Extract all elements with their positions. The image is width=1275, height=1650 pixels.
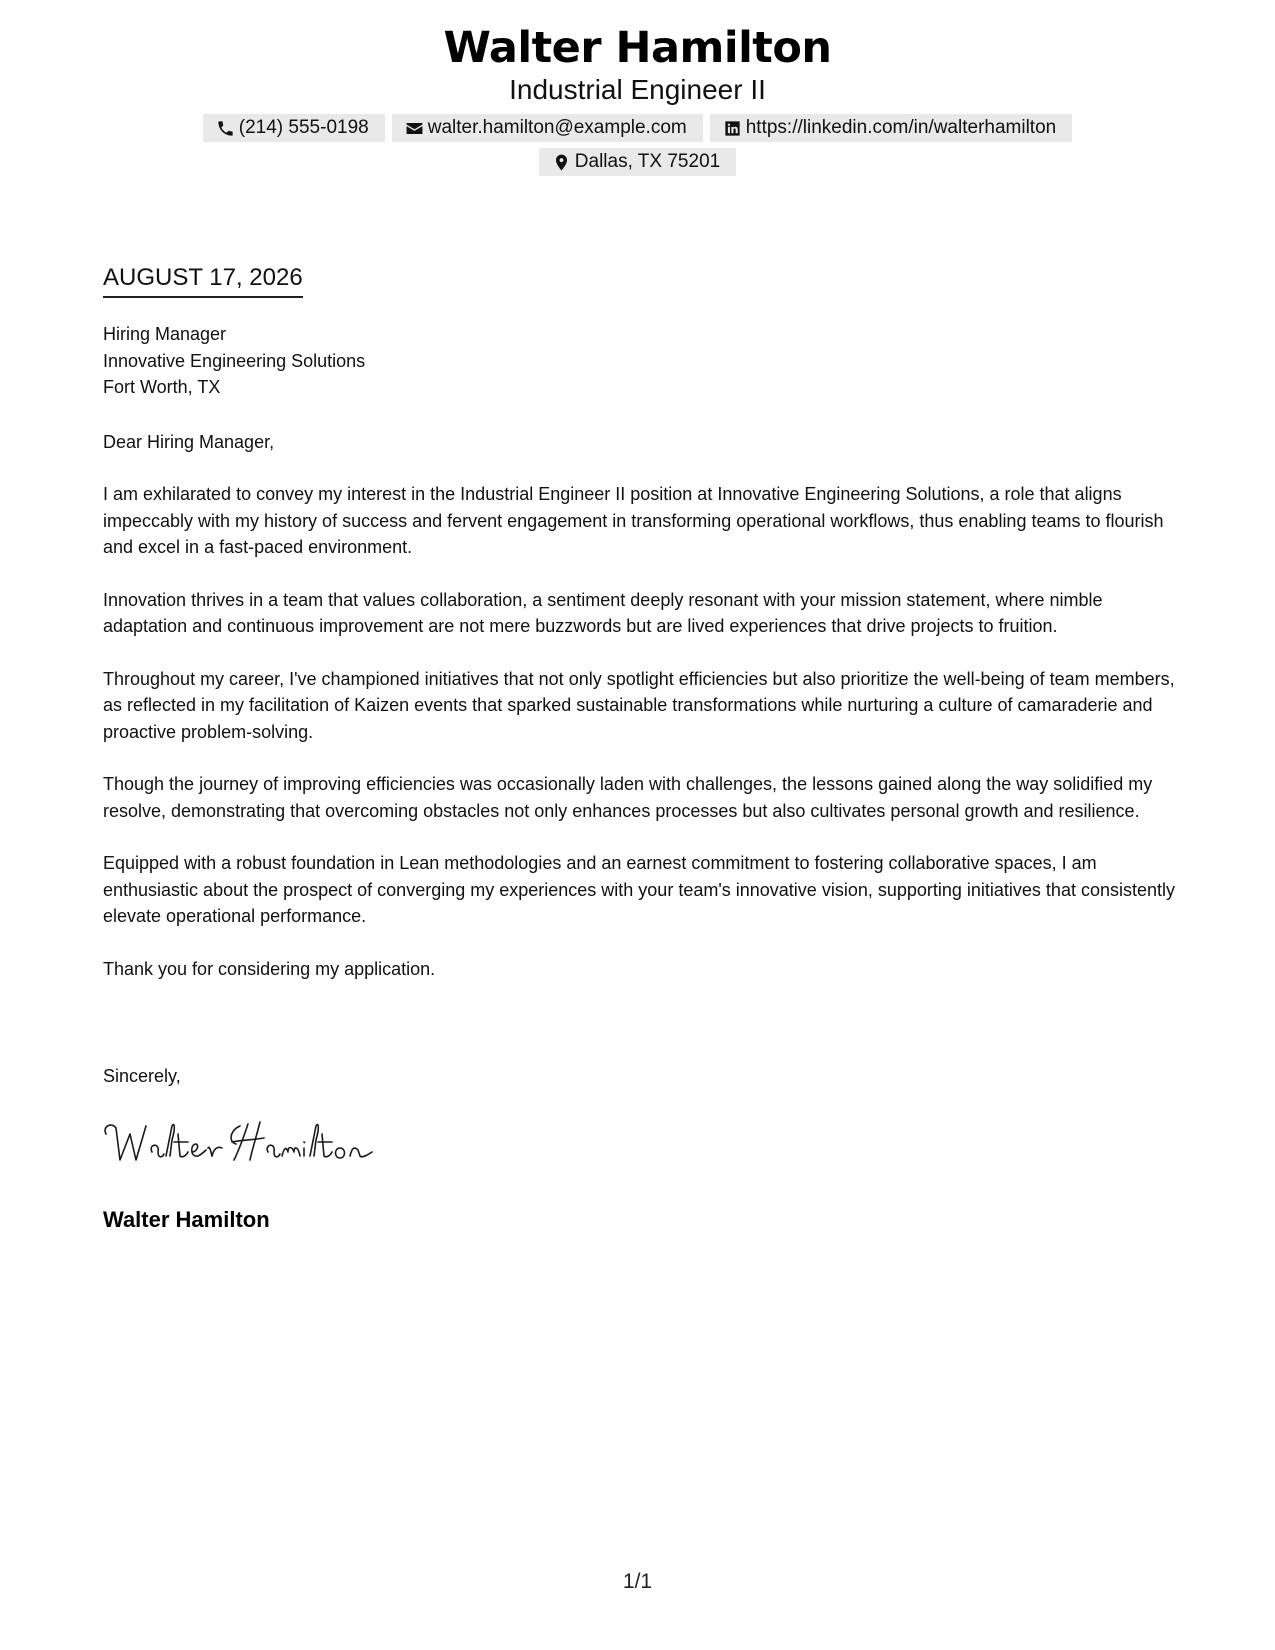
handwritten-signature — [100, 1112, 380, 1172]
location-chip — [539, 148, 736, 176]
linkedin-icon — [723, 119, 742, 138]
phone-chip[interactable] — [203, 114, 385, 142]
map-pin-icon — [552, 153, 571, 172]
signer-name: Walter Hamilton — [103, 1207, 270, 1232]
phone-icon — [216, 119, 235, 138]
email-chip[interactable] — [392, 114, 703, 142]
letter-header — [0, 22, 1275, 176]
body-paragraph: Equipped with a robust foundation in Lean methodologies and an earnest commitment to fostering collaborative spaces, I am enthusiastic about the prospect of converging my experiences with your team's innovative vision, supporting initiatives that consistently elevate operational performance. — [103, 853, 1176, 926]
body-paragraph: Thank you for considering my application. — [103, 958, 436, 979]
body-paragraph: Innovation thrives in a team that values collaboration, a sentiment deeply resonant with your mission statement, where nimble adaptation and continuous improvement are not mere buzzwords but are lived experiences that drive projects to fruition. — [103, 589, 1103, 636]
envelope-icon — [405, 119, 424, 138]
recipient-line: Innovative Engineering Solutions — [103, 350, 366, 371]
letter-body — [103, 321, 1183, 982]
salutation: Dear Hiring Manager, — [103, 431, 275, 452]
linkedin-chip[interactable] — [710, 114, 1072, 142]
closing: Sincerely, — [103, 1066, 181, 1086]
location-text: Dallas, TX 75201 — [574, 151, 721, 172]
linkedin-text: https://linkedin.com/in/walterhamilton — [745, 117, 1057, 138]
recipient-line: Hiring Manager — [103, 324, 227, 344]
body-paragraph: Throughout my career, I've championed initiatives that not only spotlight efficiencies but also prioritize the well-being of team members, as reflected in my facilitation of Kaizen events that sparked sustainable transformations while nurturing a culture of camaraderie and proactive problem-solving. — [103, 668, 1175, 742]
recipient-line: Fort Worth, TX — [103, 377, 221, 397]
page-number: 1/1 — [622, 1570, 653, 1593]
contact-row-2 — [0, 148, 1275, 176]
letter-date: AUGUST 17, 2026 — [103, 262, 303, 298]
applicant-name: Walter Hamilton — [443, 23, 832, 73]
recipient-block — [103, 321, 1183, 401]
email-text: walter.hamilton@example.com — [427, 117, 687, 138]
body-paragraph: I am exhilarated to convey my interest in the Industrial Engineer II position at Innovative Engineering Solutions, a role that aligns impeccably with my history of success and fervent engagement in transforming operational workflows, thus enabling teams to flourish and excel in a fast-paced environment. — [103, 484, 1164, 557]
phone-text: (214) 555-0198 — [238, 117, 369, 138]
applicant-title: Industrial Engineer II — [509, 74, 766, 105]
body-paragraph: Though the journey of improving efficiencies was occasionally laden with challenges, the lessons gained along the way solidified my resolve, demonstrating that overcoming obstacles not only enhances processes but also cultivates personal growth and resilience. — [103, 774, 1153, 821]
contact-row — [0, 114, 1275, 142]
